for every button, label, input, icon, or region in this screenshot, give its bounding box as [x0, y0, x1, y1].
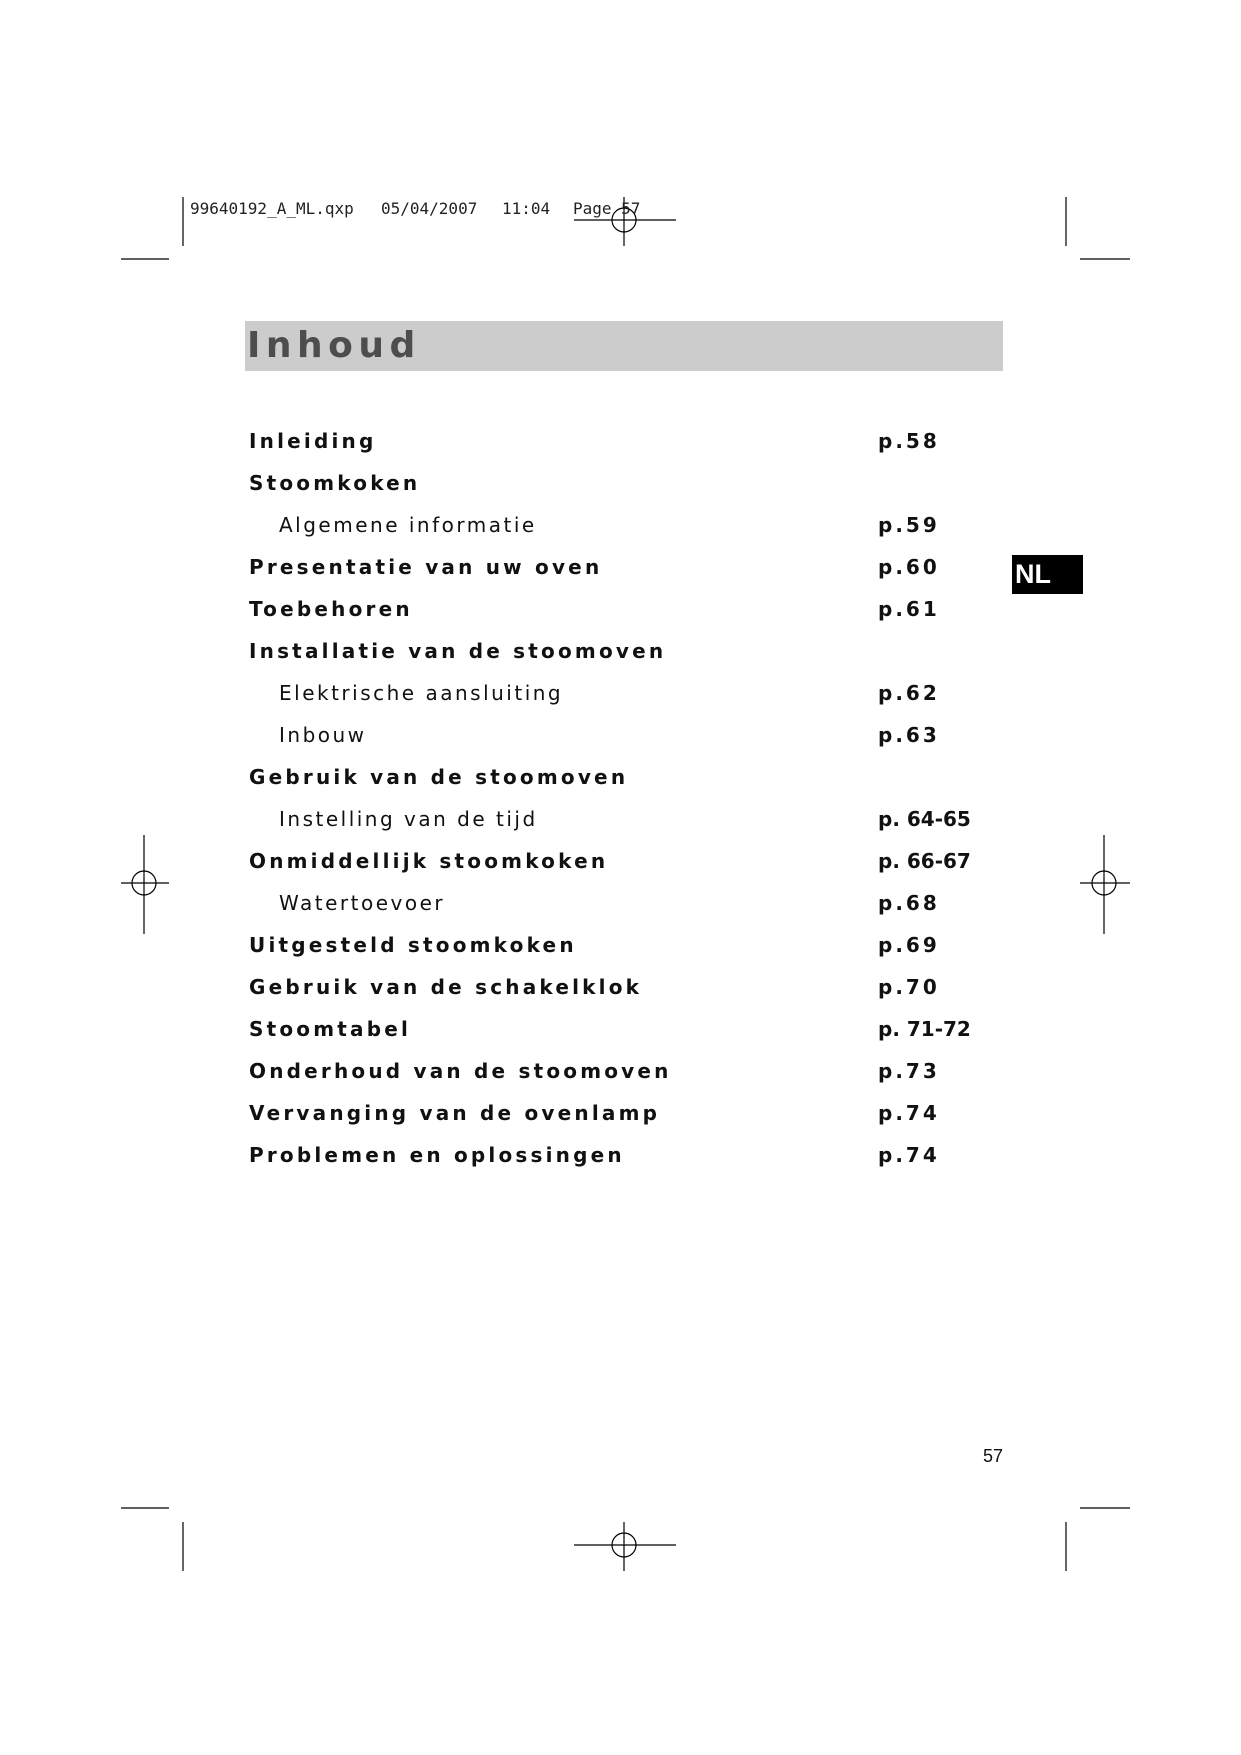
toc-entry-page: p.61 [878, 597, 940, 621]
toc-entry-page: p.74 [878, 1101, 940, 1125]
toc-entry [0, 588, 1241, 630]
slug-filename: 99640192_A_ML.qxp [190, 199, 354, 218]
toc-entry-page: p.68 [878, 891, 940, 915]
toc-entry-title: Instelling van de tijd [279, 807, 538, 831]
toc-entry-title: Installatie van de stoomoven [249, 639, 667, 663]
toc-entry [0, 924, 1241, 966]
toc-entry-title: Onmiddellijk stoomkoken [249, 849, 609, 873]
toc-entry-page: p.59 [878, 513, 940, 537]
toc-entry-title: Onderhoud van de stoomoven [249, 1059, 672, 1083]
toc-subentry [0, 798, 1241, 840]
toc-entry [0, 1134, 1241, 1176]
toc-entry-title: Presentatie van uw oven [249, 555, 603, 579]
toc-entry-page: p.70 [878, 975, 940, 999]
crop-mark-bottom-left [121, 1508, 183, 1571]
crop-mark-bottom-right [1066, 1508, 1130, 1571]
toc-entry [0, 966, 1241, 1008]
toc-entry-title: Problemen en oplossingen [249, 1143, 625, 1167]
toc-subentry [0, 882, 1241, 924]
toc-entry [0, 462, 1241, 504]
toc-entry [0, 840, 1241, 882]
toc-entry-title: Gebruik van de stoomoven [249, 765, 629, 789]
toc-entry-title: Toebehoren [249, 597, 413, 621]
toc-entry-title: Inleiding [249, 429, 377, 453]
toc-entry-page: p. 71-72 [878, 1017, 971, 1041]
toc-entry-page: p. 64-65 [878, 807, 971, 831]
toc-entry [0, 1050, 1241, 1092]
crop-mark-top-left [121, 197, 183, 259]
registration-mark-bottom [574, 1522, 676, 1571]
crop-mark-top-right [1066, 197, 1130, 259]
toc-subentry [0, 504, 1241, 546]
toc-list [0, 420, 1241, 1176]
toc-entry-title: Stoomtabel [249, 1017, 412, 1041]
toc-entry-page: p.58 [878, 429, 940, 453]
slug-time: 11:04 [502, 199, 551, 218]
title-bar [245, 321, 1003, 371]
toc-entry-title: Elektrische aansluiting [279, 681, 564, 705]
toc-entry [0, 1092, 1241, 1134]
page-number: 57 [983, 1446, 1004, 1466]
toc-entry-page: p.69 [878, 933, 940, 957]
toc-entry-page: p. 66-67 [878, 849, 971, 873]
toc-entry-title: Uitgesteld stoomkoken [249, 933, 577, 957]
toc-subentry [0, 714, 1241, 756]
toc-entry-page: p.63 [878, 723, 940, 747]
toc-entry-page: p.74 [878, 1143, 940, 1167]
toc-entry-page: p.62 [878, 681, 940, 705]
page-title: Inhoud [247, 325, 421, 366]
toc-entry-title: Watertoevoer [279, 891, 446, 915]
toc-entry-title: Vervanging van de ovenlamp [249, 1101, 661, 1125]
toc-entry-title: Gebruik van de schakelklok [249, 975, 643, 999]
toc-entry-title: Algemene informatie [279, 513, 537, 537]
toc-entry [0, 1008, 1241, 1050]
toc-entry [0, 420, 1241, 462]
slug-date: 05/04/2007 [381, 199, 478, 218]
toc-entry-title: Stoomkoken [249, 471, 421, 495]
toc-entry-page: p.60 [878, 555, 940, 579]
toc-entry [0, 756, 1241, 798]
toc-entry-title: Inbouw [279, 723, 367, 747]
language-tab: NL [1012, 555, 1083, 594]
toc-entry [0, 630, 1241, 672]
slug-page: Page 57 [573, 199, 641, 218]
toc-subentry [0, 672, 1241, 714]
toc-entry-page: p.73 [878, 1059, 940, 1083]
